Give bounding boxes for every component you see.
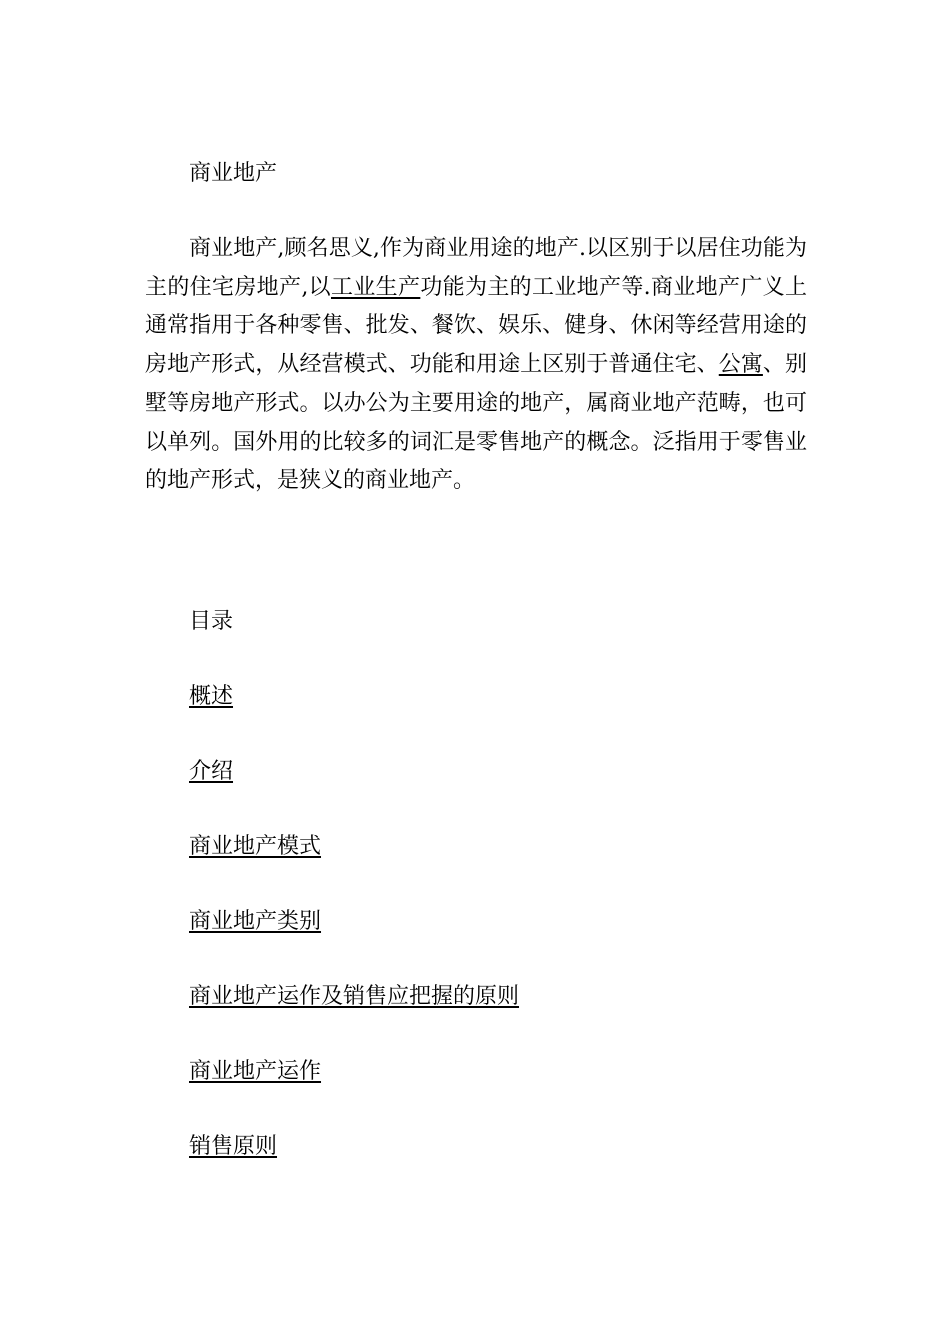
toc-item — [189, 831, 519, 906]
toc-heading: 目录 — [189, 609, 234, 634]
intro-text-part3: 、别墅等房地产形式。以办公为主要用途的地产，属商业地产范畴，也可以单列。国外用的比较多的词汇是零售地产的概念。泛指用于零售业的地产形式，是狭义的商业地产。 — [145, 352, 807, 494]
intro-paragraph — [145, 230, 807, 501]
toc-item — [189, 1056, 519, 1131]
toc-item — [189, 681, 519, 756]
toc-item — [189, 906, 519, 981]
document-title: 商业地产 — [189, 161, 278, 186]
toc-link-categories[interactable]: 商业地产类别 — [189, 909, 322, 934]
toc-item — [189, 756, 519, 831]
toc-link-introduction[interactable]: 介绍 — [189, 759, 234, 784]
intro-text-part2: 功能为主的工业地产等.商业地产广义上通常指用于各种零售、批发、餐饮、娱乐、健身、休闲等经营用途的房地产形式，从经营模式、功能和用途上区别于普通住宅、 — [145, 274, 807, 378]
toc-link-operation-and-sales-principles[interactable]: 商业地产运作及销售应把握的原则 — [189, 984, 520, 1009]
toc-link-operation[interactable]: 商业地产运作 — [189, 1059, 322, 1084]
table-of-contents — [189, 681, 519, 1206]
apartment-link[interactable]: 公寓 — [718, 352, 763, 378]
intro-text-part1: 商业地产,顾名思义,作为商业用途的地产.以区别于以居住功能为主的住宅房地产,以 — [145, 236, 807, 300]
industrial-production-link[interactable]: 工业生产 — [331, 274, 421, 300]
toc-link-business-model[interactable]: 商业地产模式 — [189, 834, 322, 859]
toc-item — [189, 981, 519, 1056]
toc-link-sales-principles[interactable]: 销售原则 — [189, 1134, 278, 1159]
toc-item — [189, 1131, 519, 1206]
toc-link-overview[interactable]: 概述 — [189, 684, 234, 709]
